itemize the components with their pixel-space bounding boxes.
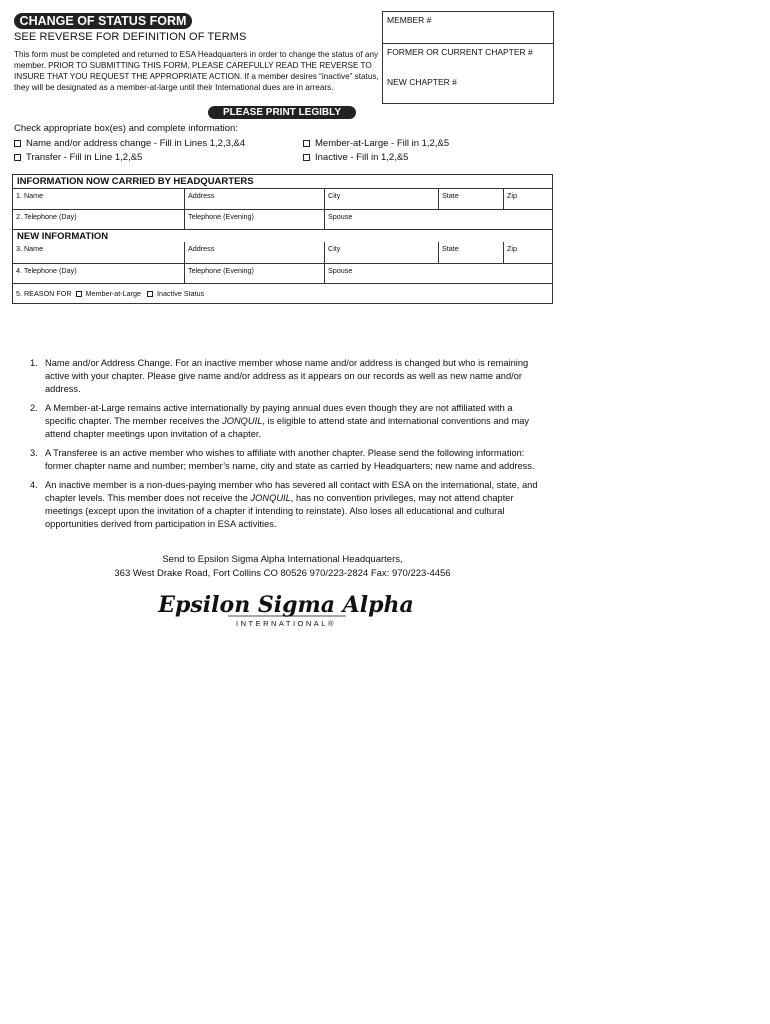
option-label: Member-at-Large - Fill in 1,2,&5: [315, 138, 450, 149]
option-name-address-change[interactable]: [14, 138, 245, 149]
list-item: 3. A Transferee is an active member who wishes to affiliate with another chapter. Please send the following information: former chapter name and number; member’s name, city and state as carried by Headquarters; new name and address.: [30, 448, 535, 471]
option-inactive[interactable]: [303, 152, 408, 163]
state-field[interactable]: State: [438, 189, 503, 209]
checkbox[interactable]: [303, 154, 310, 161]
reason-member-at-large-label: Member-at-Large: [85, 289, 142, 298]
name-field[interactable]: 3. Name: [16, 244, 44, 253]
list-item: 2. A Member-at-Large remains active internationally by paying annual dues even though they are not affiliated with a specific chapter. The member receives the JONQUIL, is eligible to attend state and international conventions and may attend chapter meetings upon invitation of a chapter.: [30, 403, 530, 439]
name-field[interactable]: 1. Name: [16, 191, 44, 200]
zip-field[interactable]: Zip: [503, 242, 552, 263]
option-label: Name and/or address change - Fill in Lines 1,2,3,&4: [26, 138, 246, 149]
send-to-line: Send to Epsilon Sigma Alpha International Headquarters,: [162, 554, 403, 565]
checkbox-inactive-status[interactable]: [147, 291, 153, 297]
state-field[interactable]: State: [438, 242, 503, 263]
former-chapter-field[interactable]: FORMER OR CURRENT CHAPTER #: [387, 47, 533, 57]
city-field[interactable]: City: [324, 242, 438, 263]
spouse-field[interactable]: Spouse: [324, 264, 552, 283]
form-title: CHANGE OF STATUS FORM: [14, 13, 192, 29]
reason-inactive-label: Inactive Status: [157, 289, 205, 298]
member-number-field[interactable]: MEMBER #: [383, 12, 553, 44]
reason-label: 5. REASON FOR: [16, 289, 72, 298]
information-table: [12, 174, 553, 304]
svg-text:Epsilon Sigma Alpha: Epsilon Sigma Alpha: [158, 592, 414, 618]
address-field[interactable]: Address: [184, 189, 324, 209]
new-info-header: NEW INFORMATION: [13, 229, 552, 242]
checkbox[interactable]: [14, 154, 21, 161]
intro-paragraph: This form must be completed and returned to ESA Headquarters in order to change the status of any member. PRIOR TO SUBMITTING THIS FORM, PLEASE CAREFULLY READ THE REVERSE TO INSURE THAT YOU REQUEST THE APPROPRIATE ACTION. If a member desires “inactive” status, they will be designated as a member-at-large until their International dues are in arrears.: [14, 50, 379, 92]
list-item: 4. An inactive member is a non-dues-paying member who has severed all contact with ESA on the international, state, and chapter levels. This member does not receive the JONQUIL, has no convention privileges, may not attend chapter meetings (except upon the invitation of a chapter if intending to reinstate). Also loses all educational and cultural opportunities derived from participation in ESA activities.: [30, 480, 538, 529]
row-5-reason: [13, 283, 552, 303]
option-member-at-large[interactable]: [303, 138, 449, 149]
svg-text:INTERNATIONAL®: INTERNATIONAL®: [236, 619, 336, 628]
options-heading: Check appropriate box(es) and complete information:: [14, 123, 238, 134]
form-subtitle: SEE REVERSE FOR DEFINITION OF TERMS: [14, 31, 247, 43]
address-line: 363 West Drake Road, Fort Collins CO 80526 970/223-2824 Fax: 970/223-4456: [114, 568, 451, 579]
member-info-box: [382, 11, 554, 104]
checkbox[interactable]: [303, 140, 310, 147]
phone-evening-field[interactable]: Telephone (Evening): [184, 210, 324, 229]
current-info-header: INFORMATION NOW CARRIED BY HEADQUARTERS: [17, 176, 254, 187]
checkbox-member-at-large[interactable]: [76, 291, 82, 297]
list-item: 1. Name and/or Address Change. For an inactive member whose name and/or address is changed but who is remaining active with your chapter. Please give name and/or address as it appears on our records as well as new name and/or address.: [30, 358, 529, 394]
row-3-name-address: [13, 242, 552, 263]
address-field[interactable]: Address: [184, 242, 324, 263]
option-label: Inactive - Fill in 1,2,&5: [315, 152, 409, 163]
city-field[interactable]: City: [324, 189, 438, 209]
new-chapter-field[interactable]: NEW CHAPTER #: [387, 77, 457, 87]
phone-day-field[interactable]: 2. Telephone (Day): [16, 212, 77, 221]
phone-day-field[interactable]: 4. Telephone (Day): [16, 266, 77, 275]
definitions-list: [30, 357, 540, 537]
esa-logo: [158, 588, 414, 633]
print-legibly-notice: PLEASE PRINT LEGIBLY: [208, 106, 356, 119]
spouse-field[interactable]: Spouse: [324, 210, 552, 229]
row-2-telephone: [13, 209, 552, 229]
option-transfer[interactable]: [14, 152, 142, 163]
checkbox[interactable]: [14, 140, 21, 147]
row-4-telephone: [13, 263, 552, 283]
zip-field[interactable]: Zip: [503, 189, 552, 209]
option-label: Transfer - Fill in Line 1,2,&5: [26, 152, 143, 163]
phone-evening-field[interactable]: Telephone (Evening): [184, 264, 324, 283]
row-1-name-address: [13, 188, 552, 209]
